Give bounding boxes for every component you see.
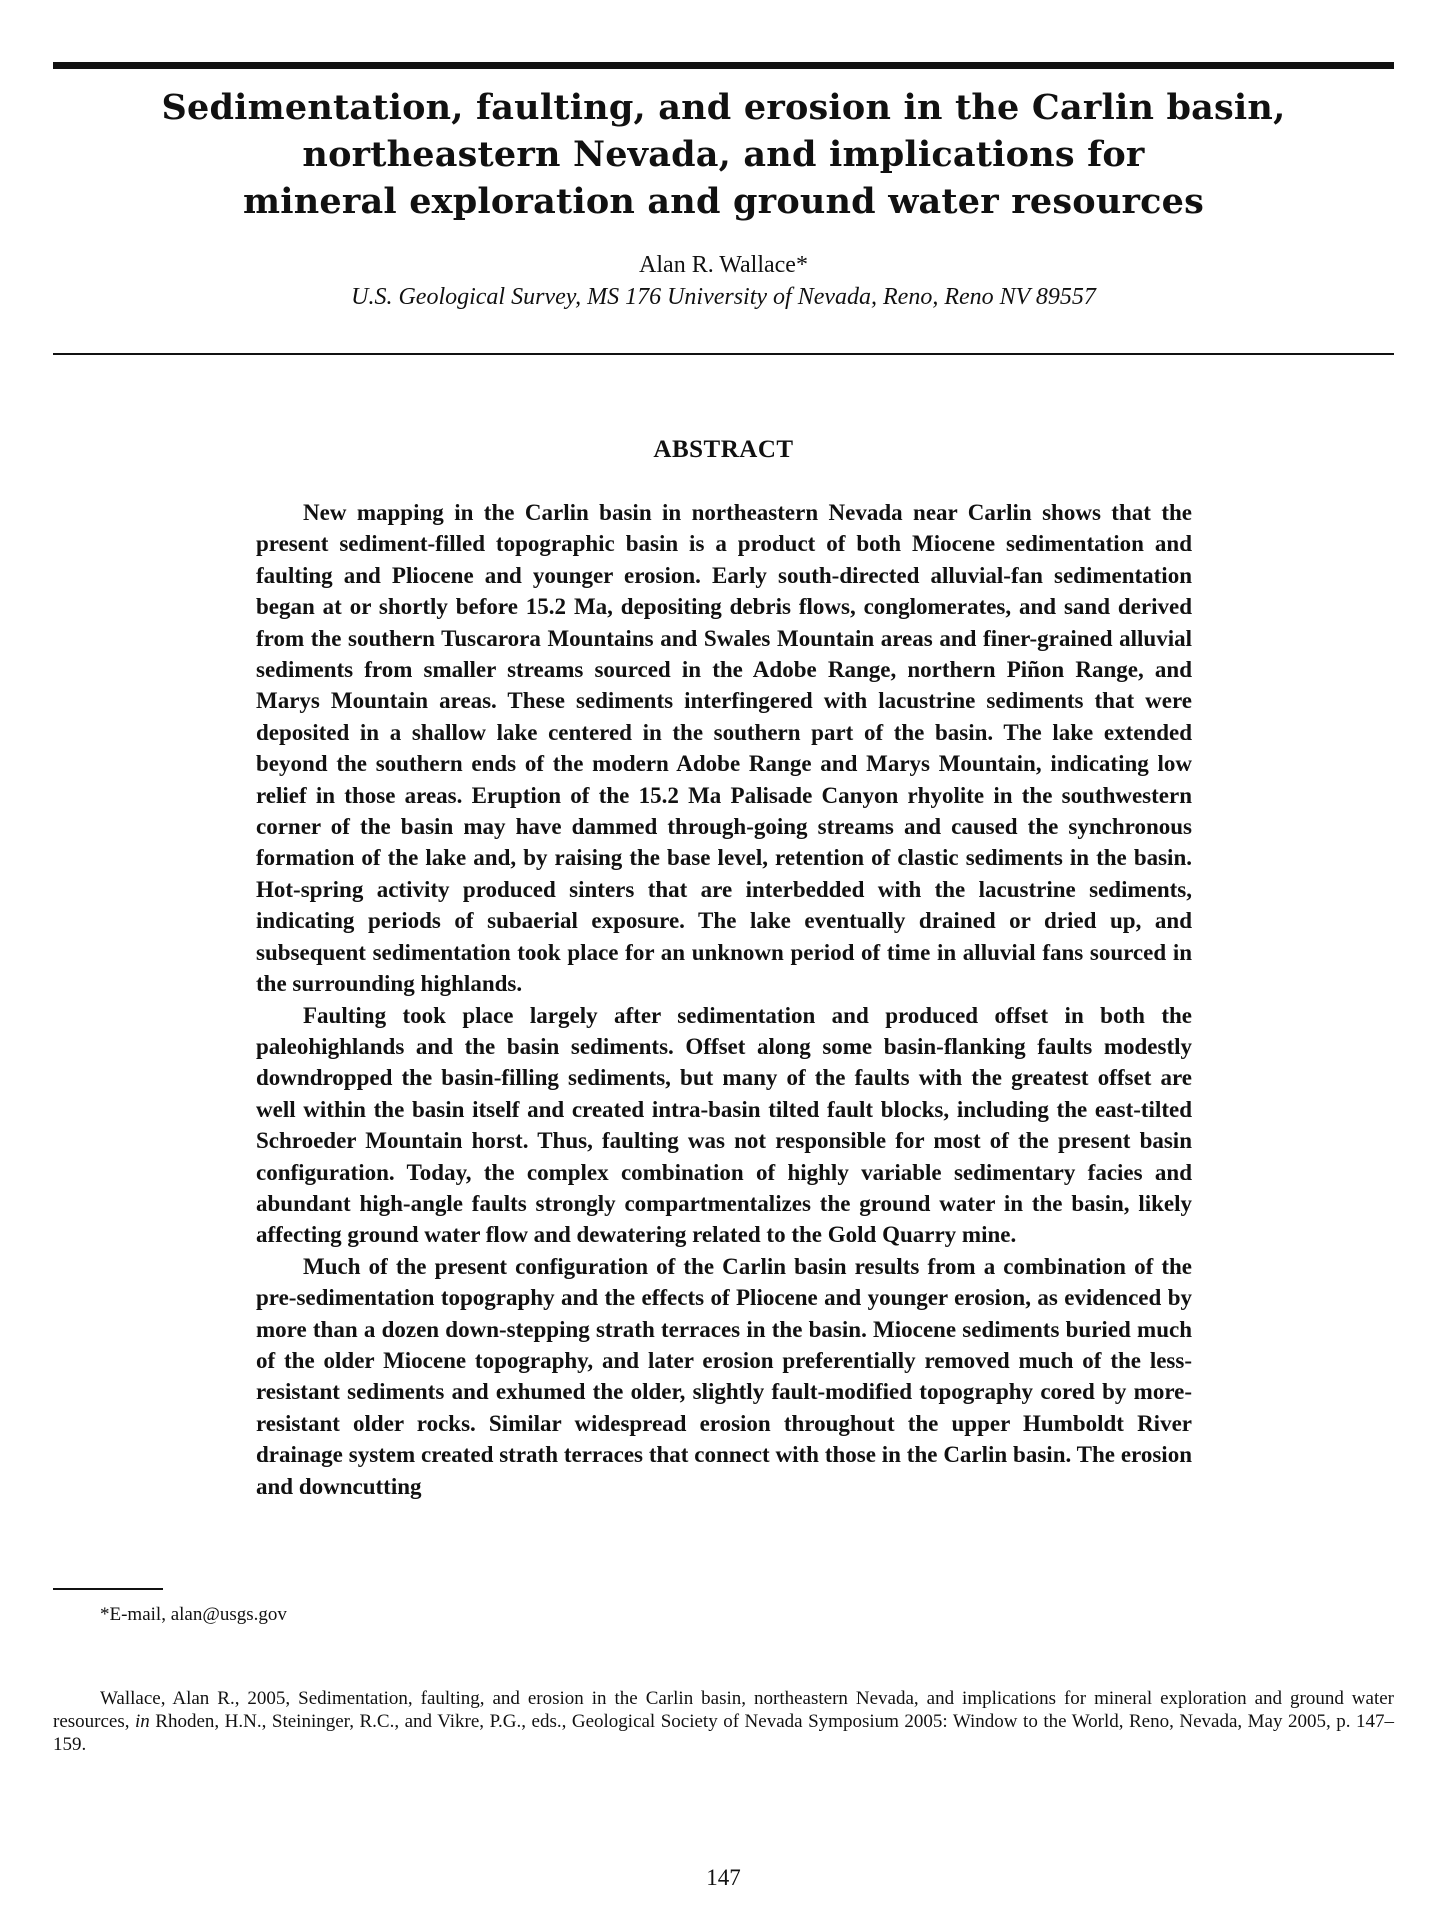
footnote: *E-mail, alan@usgs.gov xyxy=(100,1604,287,1625)
footnote-rule xyxy=(53,1588,163,1590)
citation-text-rest: Rhoden, H.N., Steininger, R.C., and Vikre, P.G., eds., Geological Society of Nevada Symposium 2005: Window to the World, Reno, Nevada, May 2005, p. 147–159. xyxy=(53,1711,1394,1755)
title-line-2: northeastern Nevada, and implications for xyxy=(302,134,1145,175)
citation-in: in xyxy=(135,1711,150,1732)
top-rule xyxy=(53,62,1394,69)
abstract-heading: ABSTRACT xyxy=(653,436,794,463)
citation-text: Wallace, Alan R., 2005, Sedimentation, faulting, and erosion in the Carlin basin, northeastern Nevada, and implications for mineral exploration and ground water resources, xyxy=(53,1688,1394,1732)
affiliation: U.S. Geological Survey, MS 176 University of Nevada, Reno, Reno NV 89557 xyxy=(351,284,1096,310)
abstract-body xyxy=(256,497,1192,1502)
author: Alan R. Wallace* xyxy=(639,252,808,278)
title-line-1: Sedimentation, faulting, and erosion in the Carlin basin, xyxy=(161,87,1286,128)
citation xyxy=(53,1687,1394,1756)
page-number: 147 xyxy=(706,1865,741,1890)
title-line-3: mineral exploration and ground water resources xyxy=(242,181,1205,222)
paper-title xyxy=(53,84,1394,225)
header-rule xyxy=(53,353,1394,355)
abstract-paragraph: New mapping in the Carlin basin in northeastern Nevada near Carlin shows that the present sediment-filled topographic basin is a product of both Miocene sedimentation and faulting and Pliocene and younger erosion. Early south-directed alluvial-fan sedimentation began at or shortly before 15.2 Ma, depositing debris flows, conglomerates, and sand derived from the southern Tuscarora Mountains and Swales Mountain areas and finer-grained alluvial sediments from smaller streams sourced in the Adobe Range, northern Piñon Range, and Marys Mountain areas. These sediments interfingered with lacustrine sediments that were deposited in a shallow lake centered in the southern part of the basin. The lake extended beyond the southern ends of the modern Adobe Range and Marys Mountain, indicating low relief in those areas. Eruption of the 15.2 Ma Palisade Canyon rhyolite in the southwestern corner of the basin may have dammed through-going streams and caused the synchronous formation of the lake and, by raising the base level, retention of clastic sediments in the basin. Hot-spring activity produced sinters that are interbedded with the lacustrine sediments, indicating periods of subaerial exposure. The lake eventually drained or dried up, and subsequent sedimentation took place for an unknown period of time in alluvial fans sourced in the surrounding highlands. xyxy=(256,500,1192,997)
abstract-paragraph: Much of the present configuration of the Carlin basin results from a combination of the pre-sedimentation topography and the effects of Pliocene and younger erosion, as evidenced by more than a dozen down-stepping strath terraces in the basin. Miocene sediments buried much of the older Miocene topography, and later erosion preferentially removed much of the less-resistant sediments and exhumed the older, slightly fault-modified topography cored by more-resistant older rocks. Similar widespread erosion throughout the upper Humboldt River drainage system created strath terraces that connect with those in the Carlin basin. The erosion and downcutting xyxy=(256,1253,1192,1499)
abstract-paragraph: Faulting took place largely after sedimentation and produced offset in both the paleohighlands and the basin sediments. Offset along some basin-flanking faults modestly downdropped the basin-filling sediments, but many of the faults with the greatest offset are well within the basin itself and created intra-basin tilted fault blocks, including the east-tilted Schroeder Mountain horst. Thus, faulting was not responsible for most of the present basin configuration. Today, the complex combination of highly variable sedimentary facies and abundant high-angle faults strongly compartmentalizes the ground water in the basin, likely affecting ground water flow and dewatering related to the Gold Quarry mine. xyxy=(256,1002,1192,1248)
